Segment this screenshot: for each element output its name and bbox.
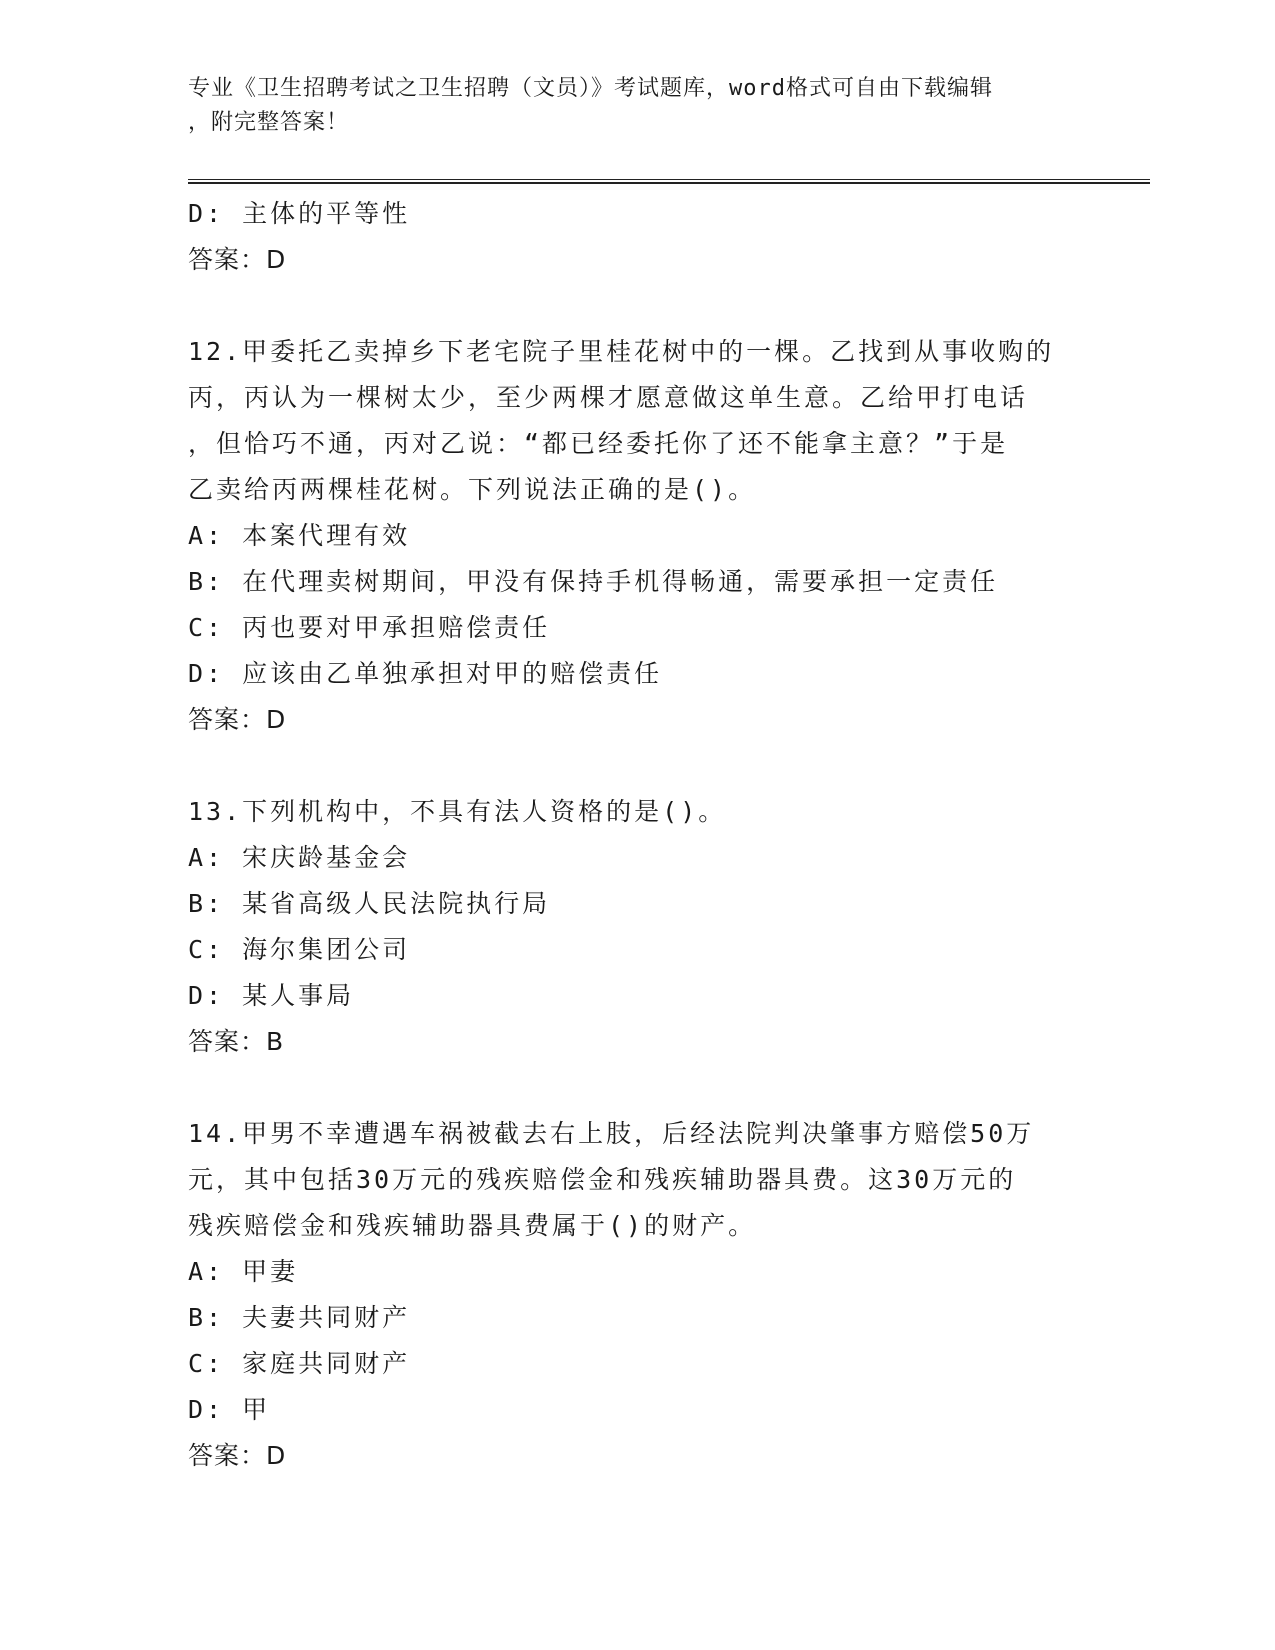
header-divider <box>188 179 1150 184</box>
question-text-line: 乙卖给丙两棵桂花树。下列说法正确的是()。 <box>188 475 757 504</box>
document-body <box>188 191 1088 1479</box>
option-d: D: 某人事局 <box>188 981 355 1010</box>
question-text-line: 13.下列机构中，不具有法人资格的是()。 <box>188 797 727 826</box>
question-text-line: ，但恰巧不通，丙对乙说：“都已经委托你了还不能拿主意？”于是 <box>188 429 1009 458</box>
header-line-1: 专业《卫生招聘考试之卫生招聘（文员）》考试题库，word格式可自由下载编辑 <box>188 76 993 101</box>
option-d: D: 甲 <box>188 1395 271 1424</box>
option-c: C: 海尔集团公司 <box>188 935 411 964</box>
header-line-2: ，附完整答案！ <box>188 110 350 135</box>
spacer <box>188 1065 1088 1111</box>
answer: 答案：D <box>188 245 287 274</box>
option-c: C: 家庭共同财产 <box>188 1349 411 1378</box>
option-b: B: 夫妻共同财产 <box>188 1303 411 1332</box>
question-text-line: 丙，丙认为一棵树太少，至少两棵才愿意做这单生意。乙给甲打电话 <box>188 383 1029 412</box>
option-b: B: 在代理卖树期间，甲没有保持手机得畅通，需要承担一定责任 <box>188 567 999 596</box>
option-a: A: 本案代理有效 <box>188 521 411 550</box>
question-13 <box>188 789 1088 1065</box>
question-text-line: 残疾赔偿金和残疾辅助器具费属于()的财产。 <box>188 1211 757 1240</box>
option-a: A: 甲妻 <box>188 1257 299 1286</box>
spacer <box>188 743 1088 789</box>
option-c: C: 丙也要对甲承担赔偿责任 <box>188 613 551 642</box>
answer: 答案：D <box>188 1441 287 1470</box>
question-14 <box>188 1111 1088 1479</box>
spacer <box>188 283 1088 329</box>
answer: 答案：D <box>188 705 287 734</box>
answer: 答案：B <box>188 1027 285 1056</box>
question-text-line: 12.甲委托乙卖掉乡下老宅院子里桂花树中的一棵。乙找到从事收购的 <box>188 337 1055 366</box>
page-header <box>188 72 1088 140</box>
option-a: A: 宋庆龄基金会 <box>188 843 411 872</box>
option-b: B: 某省高级人民法院执行局 <box>188 889 551 918</box>
option-d: D: 主体的平等性 <box>188 199 411 228</box>
question-12 <box>188 329 1088 743</box>
previous-question-tail <box>188 191 1088 283</box>
question-text-line: 元，其中包括30万元的残疾赔偿金和残疾辅助器具费。这30万元的 <box>188 1165 1017 1194</box>
option-d: D: 应该由乙单独承担对甲的赔偿责任 <box>188 659 663 688</box>
question-text-line: 14.甲男不幸遭遇车祸被截去右上肢，后经法院判决肇事方赔偿50万 <box>188 1119 1035 1148</box>
